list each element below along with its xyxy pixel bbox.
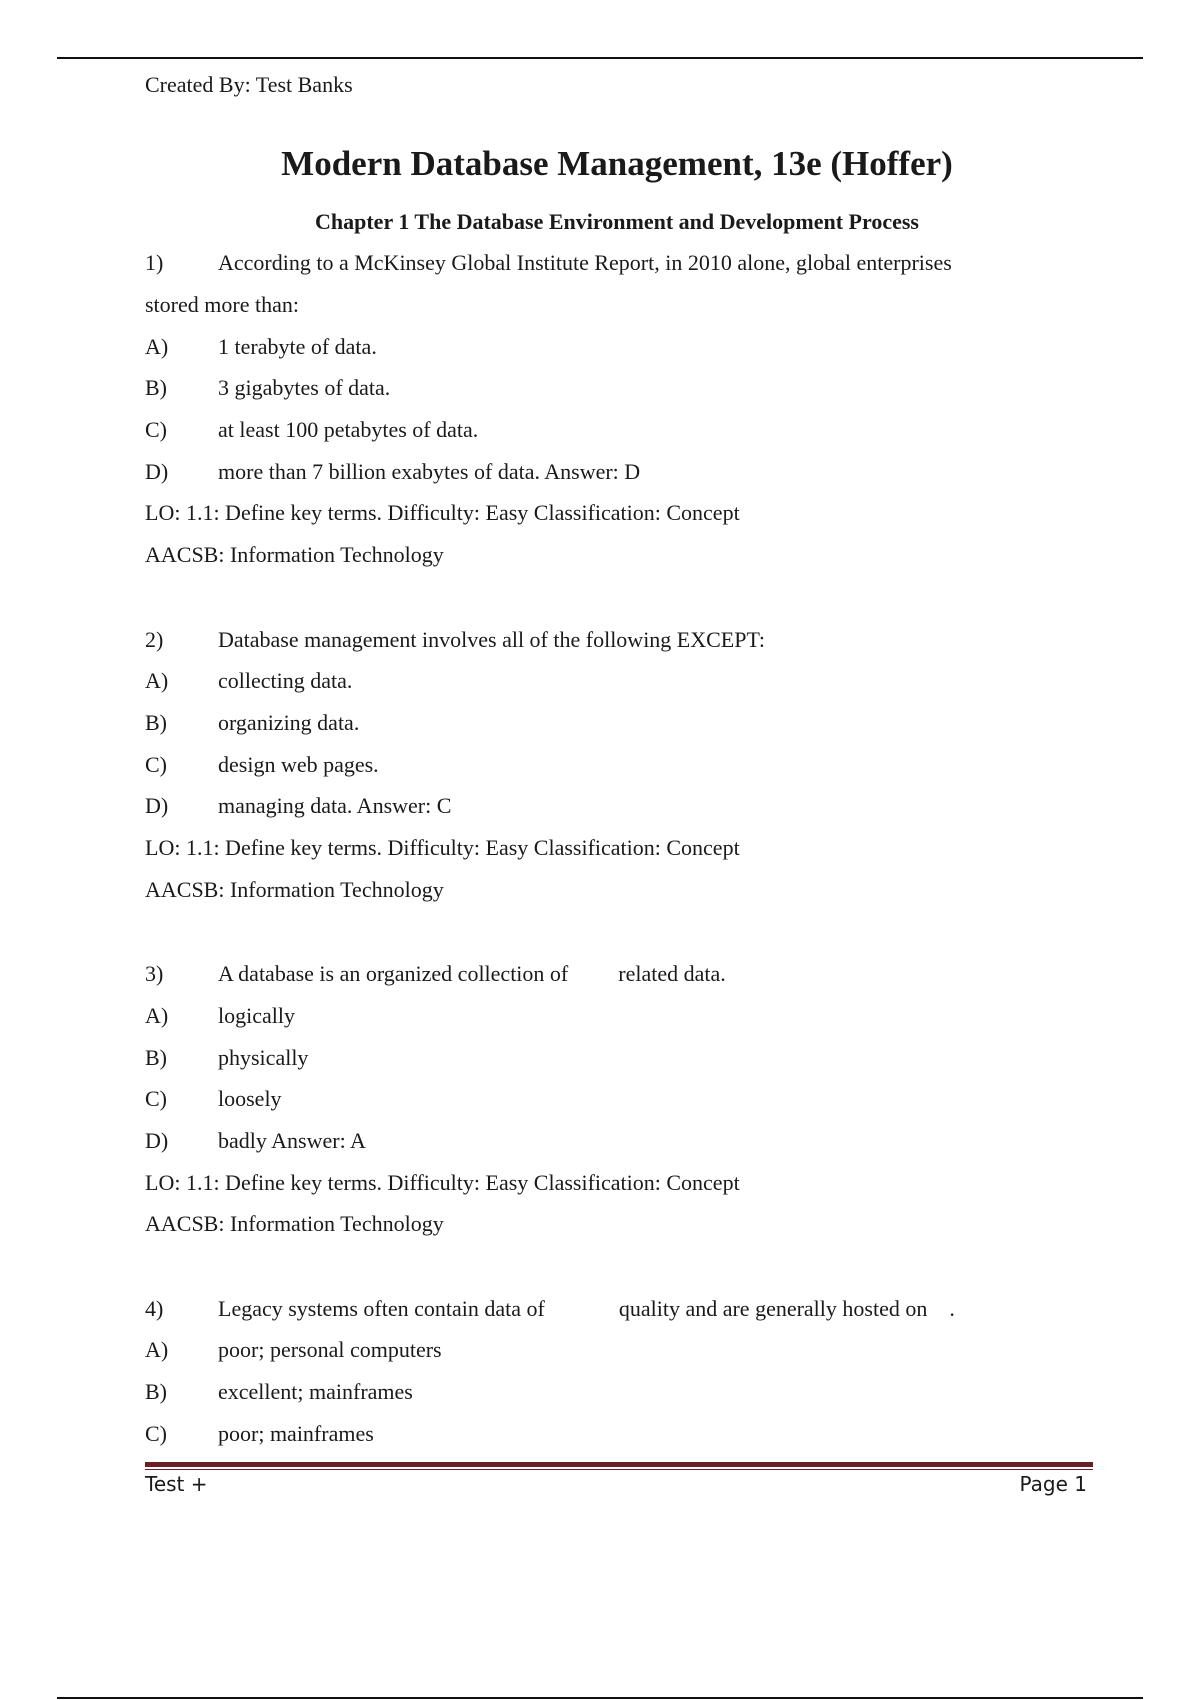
question-number: 1) (145, 250, 164, 275)
bottom-rule (57, 1697, 1143, 1699)
footer-rule-thin (145, 1469, 1093, 1470)
question-3-option-b (145, 1045, 308, 1071)
question-3-lo: LO: 1.1: Define key terms. Difficulty: Easy Classification: Concept (145, 1170, 740, 1195)
option-label: C) (145, 752, 167, 777)
top-rule (57, 57, 1143, 59)
option-label: A) (145, 334, 169, 359)
question-2-aacsb: AACSB: Information Technology (145, 877, 444, 902)
option-text: more than 7 billion exabytes of data. Answer: D (218, 459, 641, 484)
question-text: Legacy systems often contain data of (218, 1296, 545, 1321)
question-text-continued: quality and are generally hosted on (618, 1296, 928, 1321)
option-text: 3 gigabytes of data. (218, 375, 391, 400)
question-2-option-a (145, 668, 352, 694)
option-text: organizing data. (218, 710, 360, 735)
question-1-option-b (145, 375, 390, 401)
question-1-stem (145, 250, 952, 276)
option-text: at least 100 petabytes of data. (218, 417, 479, 442)
question-number: 3) (145, 961, 164, 986)
chapter-title: Chapter 1 The Database Environment and Development Process (315, 209, 919, 234)
option-label: D) (145, 793, 169, 818)
question-3-aacsb: AACSB: Information Technology (145, 1211, 444, 1236)
question-1-option-c (145, 417, 478, 443)
option-text: collecting data. (218, 668, 353, 693)
question-text-end: . (949, 1296, 955, 1321)
question-2-stem (145, 627, 765, 653)
option-label: C) (145, 1086, 167, 1111)
option-text: badly Answer: A (218, 1128, 366, 1153)
created-by-note: Created By: Test Banks (145, 72, 353, 97)
question-1-stem-continued: stored more than: (145, 292, 299, 317)
option-text: physically (218, 1045, 309, 1070)
option-label: D) (145, 1128, 169, 1153)
question-2-option-c (145, 752, 379, 778)
option-label: A) (145, 668, 169, 693)
option-label: D) (145, 459, 169, 484)
question-2-option-b (145, 710, 359, 736)
question-3-option-c (145, 1086, 282, 1112)
option-label: B) (145, 710, 167, 735)
question-2-lo: LO: 1.1: Define key terms. Difficulty: Easy Classification: Concept (145, 835, 740, 860)
option-text: poor; mainframes (218, 1421, 374, 1446)
question-4-stem (145, 1296, 955, 1322)
option-label: B) (145, 375, 167, 400)
question-2-option-d (145, 793, 451, 819)
question-3-stem (145, 961, 726, 987)
question-1-option-d (145, 459, 640, 485)
option-label: C) (145, 1421, 167, 1446)
question-text: A database is an organized collection of (218, 961, 569, 986)
question-text: According to a McKinsey Global Institute Report, in 2010 alone, global enterprises (218, 250, 952, 275)
option-text: excellent; mainframes (218, 1379, 413, 1404)
page-number: Page 1 (1019, 1472, 1087, 1496)
question-1-aacsb: AACSB: Information Technology (145, 542, 444, 567)
question-text-continued: related data. (618, 961, 726, 986)
question-4-option-a (145, 1337, 442, 1363)
question-number: 4) (145, 1296, 164, 1321)
question-3-option-a (145, 1003, 295, 1029)
option-label: A) (145, 1003, 169, 1028)
option-text: design web pages. (218, 752, 379, 777)
question-1-option-a (145, 334, 377, 360)
question-3-option-d (145, 1128, 366, 1154)
option-label: B) (145, 1045, 167, 1070)
option-text: logically (218, 1003, 295, 1028)
footer-rule (145, 1462, 1093, 1467)
question-number: 2) (145, 627, 164, 652)
question-text: Database management involves all of the following EXCEPT: (218, 627, 765, 652)
question-4-option-b (145, 1379, 413, 1405)
option-label: C) (145, 417, 167, 442)
option-label: A) (145, 1337, 169, 1362)
footer-left-text: Test + (145, 1472, 208, 1496)
option-text: 1 terabyte of data. (218, 334, 377, 359)
document-title: Modern Database Management, 13e (Hoffer) (281, 144, 953, 183)
option-text: poor; personal computers (218, 1337, 442, 1362)
option-label: B) (145, 1379, 167, 1404)
question-1-lo: LO: 1.1: Define key terms. Difficulty: Easy Classification: Concept (145, 500, 740, 525)
question-4-option-c (145, 1421, 374, 1447)
option-text: managing data. Answer: C (218, 793, 452, 818)
option-text: loosely (218, 1086, 282, 1111)
